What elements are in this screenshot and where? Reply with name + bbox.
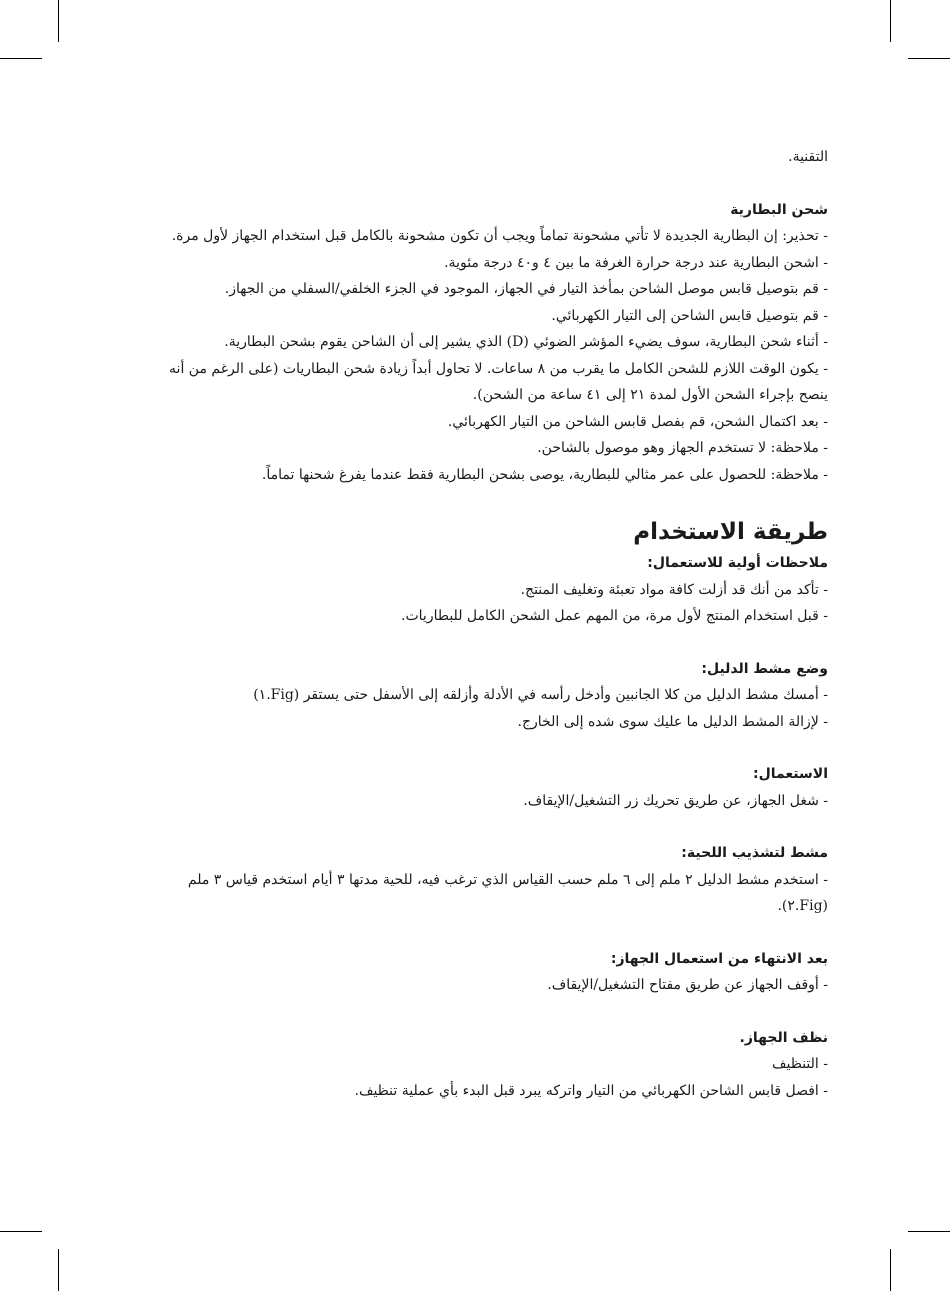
section-heading: بعد الانتهاء من استعمال الجهاز: — [610, 950, 828, 967]
list-item: - ملاحظة: لا تستخدم الجهاز وهو موصول بالشاحن. — [537, 440, 828, 456]
battery-heading: شحن البطارية — [730, 201, 828, 218]
list-item: - أثناء شحن البطارية، سوف يضيء المؤشر الضوئي (D) الذي يشير إلى أن الشاحن يقوم بشحن البطارية. — [224, 334, 828, 350]
beard-comb-section — [168, 840, 828, 920]
after-use-section — [168, 946, 828, 999]
list-item: - بعد اكتمال الشحن، قم بفصل قابس الشاحن من التيار الكهربائي. — [447, 413, 828, 430]
section-heading: وضع مشط الدليل: — [701, 660, 828, 677]
list-item: - استخدم مشط الدليل ٢ ملم إلى ٦ ملم حسب القياس الذي ترغب فيه، للحية مدتها ٣ أيام استخدم قياس ٣ ملم (Fig.٢). — [187, 871, 828, 914]
section-heading: الاستعمال: — [753, 766, 828, 782]
crop-mark — [890, 0, 891, 42]
list-item: - أمسك مشط الدليل من كلا الجانبين وأدخل رأسه في الأدلة وأزلقه إلى الأسفل حتى يستقر (Fig.١) — [253, 687, 828, 703]
list-item: - تأكد من أنك قد أزلت كافة مواد تعبئة وتغليف المنتج. — [520, 581, 828, 598]
section-heading: ملاحظات أولية للاستعمال: — [647, 555, 828, 571]
cleaning-section — [168, 1025, 828, 1105]
list-item: - التنظيف — [772, 1056, 828, 1072]
crop-mark — [0, 1231, 42, 1232]
crop-mark — [908, 58, 950, 59]
crop-mark — [908, 1231, 950, 1232]
list-item: - اشحن البطارية عند درجة حرارة الغرفة ما بين ٤ و٤٠ درجة مئوية. — [444, 254, 828, 271]
list-item: - قم بتوصيل قابس الشاحن إلى التيار الكهربائي. — [551, 307, 828, 324]
section-heading: مشط لتشذيب اللحية: — [681, 845, 828, 861]
usage-notes-section — [168, 550, 828, 630]
list-item: - تحذير: إن البطارية الجديدة لا تأتي مشحونة تماماً ويجب أن تكون مشحونة بالكامل قبل استخدام الجهاز لأول مرة. — [171, 228, 828, 244]
list-item: - لإزالة المشط الدليل ما عليك سوى شده إلى الخارج. — [517, 713, 828, 730]
list-item: - قم بتوصيل قابس موصل الشاحن بمأخذ التيار في الجهاز، الموجود في الجزء الخلفي/السفلي من الجهاز. — [224, 281, 828, 297]
crop-mark — [58, 1249, 59, 1291]
list-item: - ملاحظة: للحصول على عمر مثالي للبطارية، يوصى بشحن البطارية فقط عندما يفرغ شحنها تماماً. — [261, 466, 828, 483]
crop-mark — [0, 58, 42, 59]
section-heading: نظف الجهاز. — [739, 1029, 828, 1046]
list-item: - يكون الوقت اللازم للشحن الكامل ما يقرب من ٨ ساعات. لا تحاول أبداً زيادة شحن البطاريات (على الرغم من أنه ينصح بإجراء الشحن الأول لمدة ٢١ إلى ٤١ ساعة من الشحن). — [169, 360, 828, 403]
document-body — [168, 144, 828, 1104]
list-item: - شغل الجهاز، عن طريق تحريك زر التشغيل/الإيقاف. — [523, 792, 828, 809]
list-item: - قبل استخدام المنتج لأول مرة، من المهم عمل الشحن الكامل للبطاريات. — [401, 608, 828, 624]
list-item: - أوقف الجهاز عن طريق مفتاح التشغيل/الإيقاف. — [547, 977, 828, 993]
battery-section — [168, 197, 828, 489]
intro-tail: التقنية. — [788, 149, 828, 165]
comb-placement-section — [168, 656, 828, 736]
usage-title: طريقة الاستخدام — [633, 519, 828, 545]
crop-mark — [890, 1249, 891, 1291]
list-item: - افصل قابس الشاحن الكهربائي من التيار واتركه يبرد قبل البدء بأي عملية تنظيف. — [354, 1082, 828, 1099]
crop-mark — [58, 0, 59, 42]
operation-section — [168, 761, 828, 814]
